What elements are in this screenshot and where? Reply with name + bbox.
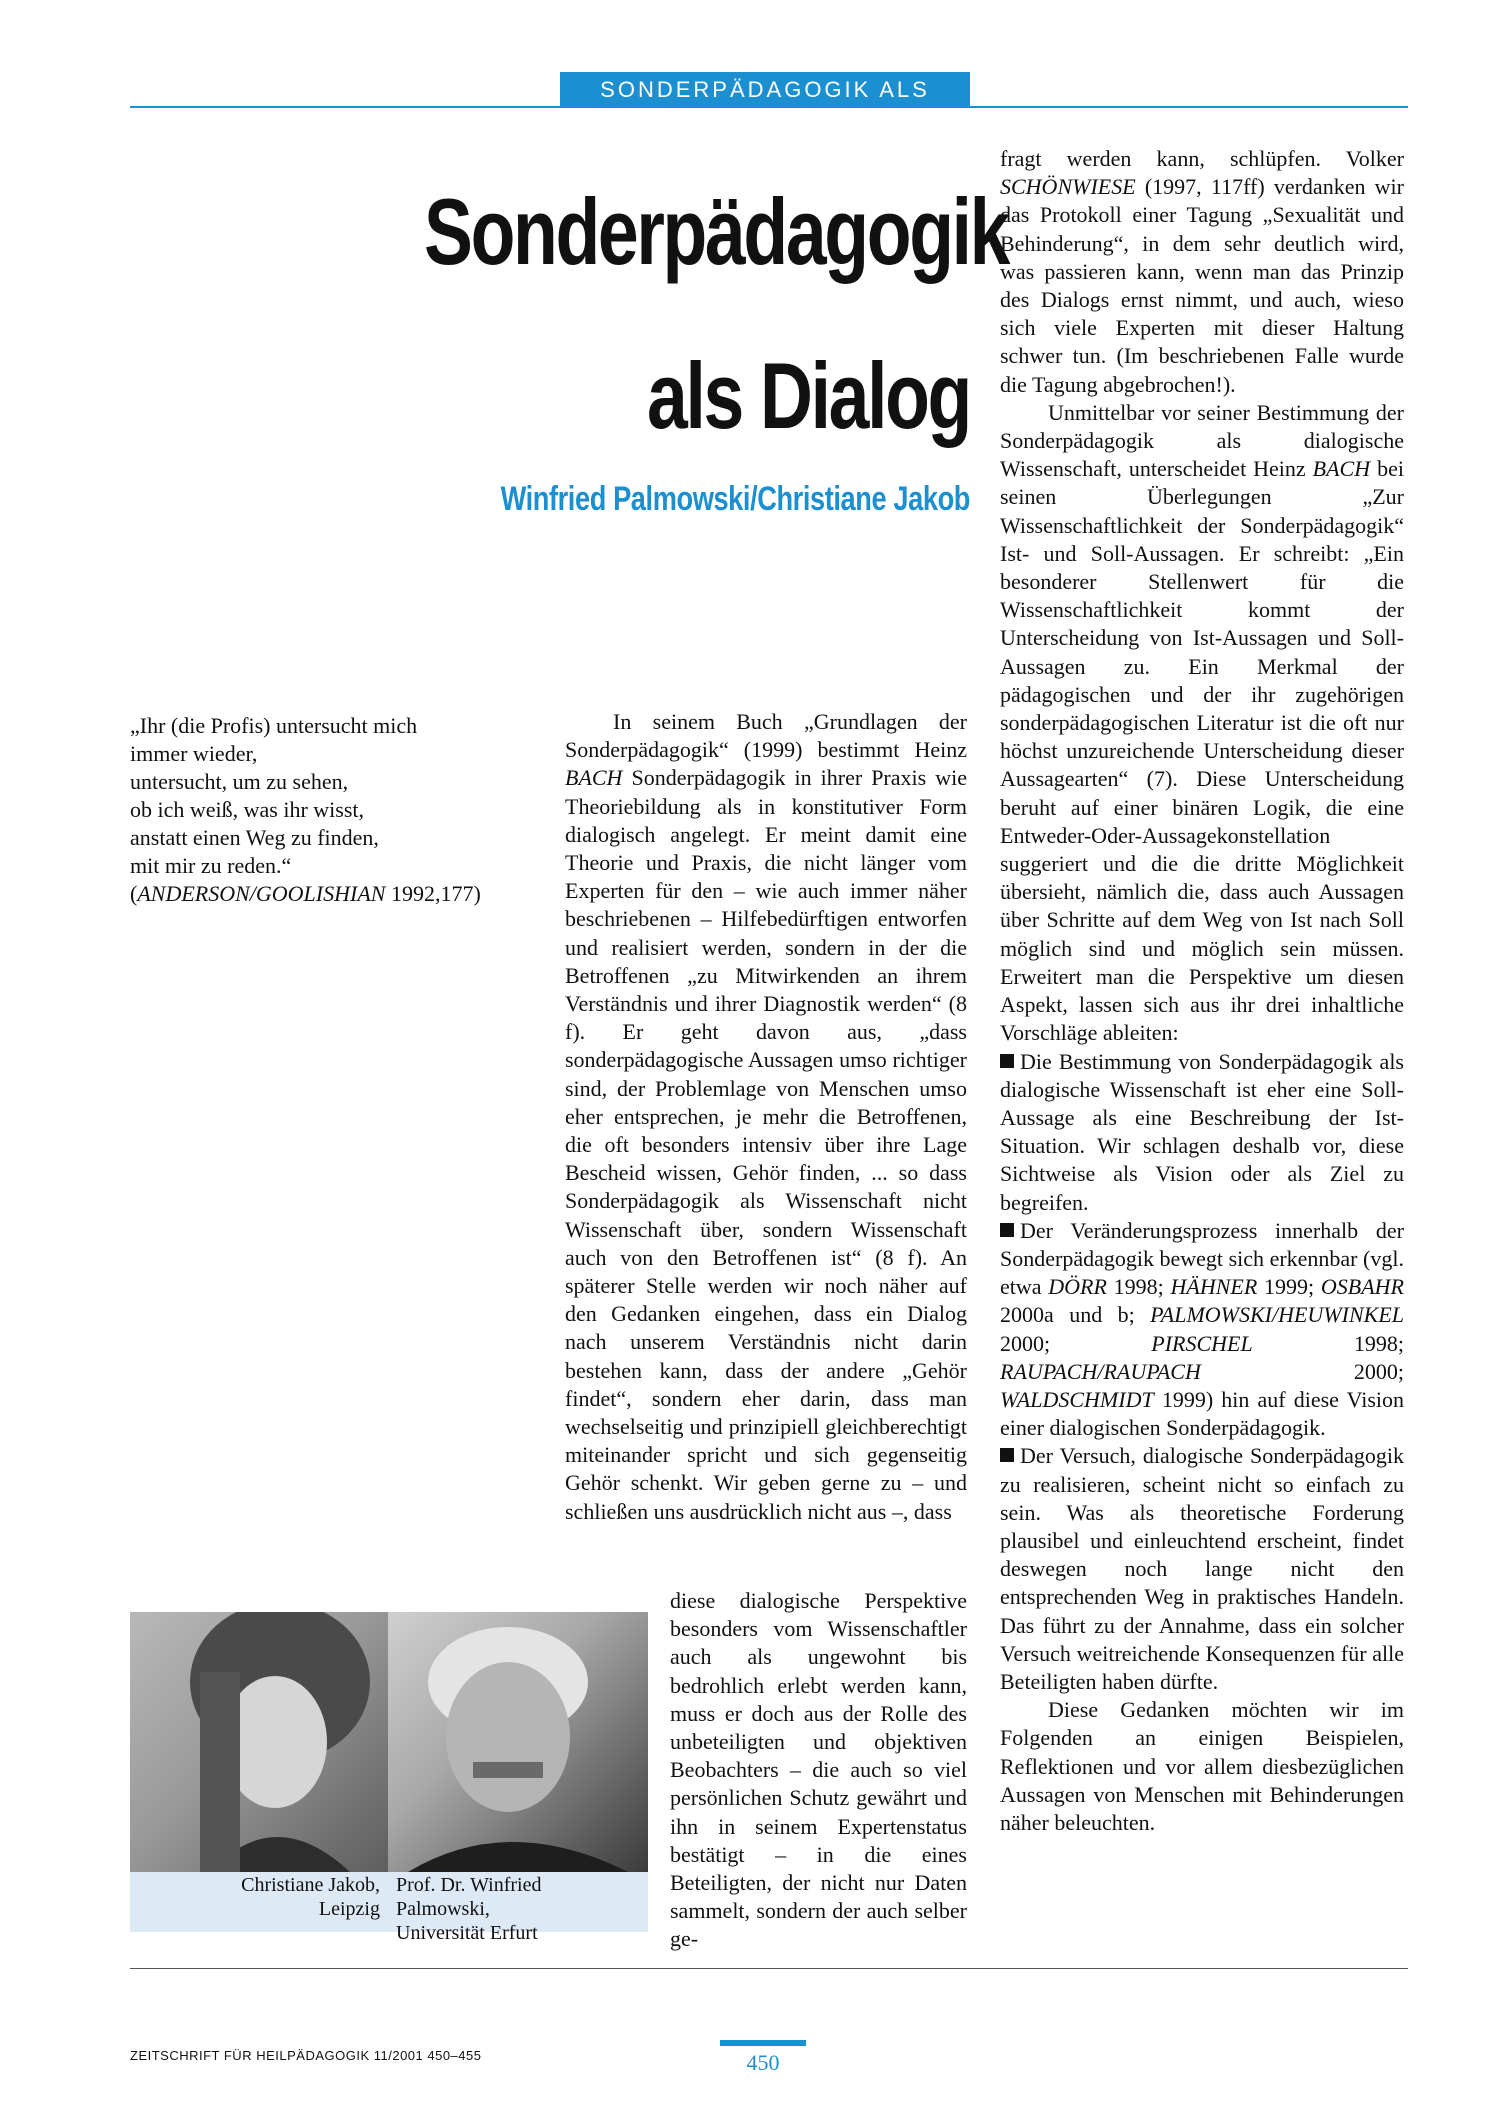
running-title: SONDERPÄDAGOGIK ALS DIALOG <box>560 72 970 108</box>
epigraph-line: immer wieder, <box>130 741 258 766</box>
journal-reference: ZEITSCHRIFT FÜR HEILPÄDAGOGIK 11/2001 450–455 <box>130 2048 482 2063</box>
author-name: HÄHNER <box>1170 1274 1258 1300</box>
author-name: WALDSCHMIDT <box>1000 1386 1154 1412</box>
paragraph: diese dialogische Perspektive besonders vom Wissenschaftler auch als ungewohnt bis bedrohlich erlebt werden kann, muss er doch aus der Rolle des unbeteiligten und objektiven Beobachters – die auch so viel persönlichen Schutz gewährt und ihn in seinem Expertenstatus bestätigt – in die eines Beteiligten, der nicht nur Daten sammelt, sondern der auch selber ge- <box>670 1588 967 1952</box>
paragraph <box>1000 399 1404 1048</box>
column-middle <box>565 708 967 1526</box>
author-name: OSBAHR <box>1320 1274 1404 1300</box>
caption-line: Palmowski, <box>396 1898 490 1920</box>
text-span: Der Versuch, dialogische Sonderpädagogik zu realisieren, scheint nicht so einfach zu sein. Was als theoretische Forderung plausibel und einleuchtend erscheint, findet deswegen noch lange nicht den entsprechenden Weg in praktisches Handeln. Das führt zu der Annahme, dass ein solcher Versuch weitreichende Konsequenzen für alle Beteiligten haben dürfte. <box>1000 1443 1404 1694</box>
epigraph-line: untersucht, um zu sehen, <box>130 769 349 794</box>
caption-line: Prof. Dr. Winfried <box>396 1874 542 1896</box>
text-span: In seinem Buch „Grundlagen der Sonderpädagogik“ (1999) bestimmt Heinz <box>565 709 967 763</box>
photo-caption-jakob <box>140 1873 380 1921</box>
article-title <box>424 150 1009 478</box>
title-line-2: als Dialog <box>647 343 970 448</box>
portrait-placeholder-icon <box>130 1612 390 1872</box>
epigraph-line: mit mir zu reden.“ <box>130 853 292 878</box>
text-span: Sonderpädagogik in ihrer Praxis wie Theoriebildung als in konstitutiver Form dialogisch angelegt. Er meint damit eine Theorie und Praxis, die nicht länger vom Experten für den – wie auch immer näher beschriebenen – Hilfebedürftigen entworfen und realisiert werden, sondern in der die Betroffenen „zu Mitwirkenden an ihrem Verständnis und ihrer Diagnostik werden“ (8 f). Er geht davon aus, „dass sonderpädagogische Aussagen umso richtiger sind, der Problemlage von Menschen umso eher entsprechen, je mehr die Betroffenen, die oft besonders intensiv über ihre Lage Bescheid wissen, Gehör finden, ... so dass Sonderpädagogik als Wissenschaft nicht Wissenschaft über, sondern Wissenschaft auch von den Betroffenen ist“ (8 f). An späterer Stelle werden wir noch näher auf den Gedanken eingehen, dass ein Dialog nach unserem Verständnis nicht darin bestehen kann, dass der andere „Gehör findet“, sondern eher darin, dass man wechselseitig und prinzipiell gleichberechtigt miteinander spricht und sich gegenseitig Gehör schenkt. Wir geben gerne zu – und schließen uns ausdrücklich nicht aus –, dass <box>565 765 967 1524</box>
portrait-placeholder-icon <box>388 1612 648 1872</box>
column-middle-continued <box>670 1587 967 1954</box>
bullet-item <box>1000 1217 1404 1443</box>
author-name: SCHÖNWIESE <box>1000 174 1136 200</box>
square-bullet-icon <box>1000 1054 1014 1068</box>
author-name: BACH <box>1312 456 1371 482</box>
epigraph <box>130 712 550 908</box>
column-right <box>1000 145 1404 1837</box>
square-bullet-icon <box>1000 1448 1014 1462</box>
square-bullet-icon <box>1000 1223 1014 1237</box>
author-name: DÖRR <box>1048 1274 1107 1300</box>
paragraph: Diese Gedanken möchten wir im Folgenden an einigen Beispielen, Reflektionen und vor allem diesbezüglichen Aussagen von Menschen mit Behinderungen näher beleuchten. <box>1000 1697 1404 1835</box>
author-name: PALMOWSKI/HEUWINKEL <box>1150 1302 1404 1328</box>
epigraph-line: ob ich weiß, was ihr wisst, <box>130 797 365 822</box>
text-span: 1999; <box>1257 1274 1321 1300</box>
text-span: Unmittelbar vor seiner Bestimmung der Sonderpädagogik als dialogische Wissenschaft, unterscheidet Heinz <box>1000 399 1404 482</box>
header-rule <box>130 106 1408 108</box>
page-number-bar <box>720 2040 806 2046</box>
paragraph <box>1000 145 1404 399</box>
text-span: Der Veränderungsprozess innerhalb der Sonderpädagogik bewegt sich erkennbar (vgl. etwa <box>1000 1217 1404 1300</box>
photo-caption-palmowski <box>396 1873 646 1945</box>
caption-line: Leipzig <box>318 1898 380 1920</box>
paragraph <box>565 708 967 1526</box>
page-number: 450 <box>746 2050 780 2075</box>
text-span: Die Bestimmung von Sonderpädagogik als dialogische Wissenschaft ist eher eine Soll-Aussage als eine Beschreibung der Ist-Situation. Wir schlagen deshalb vor, diese Sichtweise als Vision oder als Ziel zu begreifen. <box>1000 1048 1404 1215</box>
text-span: fragt werden kann, schlüpfen. Volker <box>1000 146 1404 171</box>
author-name: BACH <box>565 765 623 791</box>
title-line-1: Sonderpädagogik <box>424 179 1009 284</box>
text-span: bei seinen Überlegungen „Zur Wissenschaftlichkeit der Sonderpädagogik“ Ist- und Soll-Aussagen. Er schreibt: „Ein besonderer Stellenwert für die Wissenschaftlichkeit kommt der Unterscheidung von Ist-Aussagen und Soll-Aussagen zu. Ein Merkmal der pädagogischen und der ihr zugehörigen sonderpädagogischen Literatur ist die oft nur höchst unzureichende Unterscheidung dieser Aussagearten“ (7). Diese Unterscheidung beruht auf einer binären Logik, die eine Entweder-Oder-Aussagekonstellation suggeriert und die die dritte Möglichkeit übersieht, nämlich die, dass auch Aussagen über Schritte auf dem Weg von Ist nach Soll möglich sind und möglich sein müssen. Erweitert man die Perspektive um diesen Aspekt, lassen sich aus ihr drei inhaltliche Vorschläge ableiten: <box>1000 456 1404 1046</box>
author-name: RAUPACH/RAUPACH <box>1000 1358 1201 1384</box>
author-photo-palmowski <box>388 1612 648 1872</box>
caption-line: Universität Erfurt <box>396 1922 538 1944</box>
bullet-item <box>1000 1048 1404 1217</box>
author-name: PIRSCHEL <box>1151 1330 1253 1356</box>
bullet-item <box>1000 1442 1404 1696</box>
footer-rule <box>130 1968 1408 1969</box>
citation-ref: 1992,177) <box>385 881 481 906</box>
caption-line: Christiane Jakob, <box>241 1874 380 1896</box>
text-span: 2000a und b; <box>1000 1302 1151 1328</box>
text-span: (1997, 117ff) verdanken wir das Protokoll einer Tagung „Sexualität und Behinderung“, in dem sehr deutlich wird, was passieren kann, wenn man das Prinzip des Dialogs ernst nimmt, und auch, wieso sich viele Experten mit dieser Haltung schwer tun. (Im beschriebenen Falle wurde die Tagung abgebrochen!). <box>1000 174 1404 397</box>
text-span: 2000; <box>1000 1330 1152 1356</box>
citation-author: ANDERSON/GOOLISHIAN <box>137 881 386 906</box>
author-photo-jakob <box>130 1612 390 1872</box>
text-span: 1998; <box>1252 1330 1404 1356</box>
epigraph-line: anstatt einen Weg zu finden, <box>130 825 379 850</box>
text-span: 1998; <box>1106 1274 1171 1300</box>
epigraph-citation: (ANDERSON/GOOLISHIAN 1992,177) <box>130 881 481 906</box>
text-span: 2000; <box>1200 1358 1404 1384</box>
article-authors: Winfried Palmowski/Christiane Jakob <box>500 480 970 518</box>
epigraph-line: „Ihr (die Profis) untersucht mich <box>130 713 418 738</box>
text-span: 1999) hin auf diese Vision einer dialogischen Sonderpädagogik. <box>1000 1386 1404 1441</box>
